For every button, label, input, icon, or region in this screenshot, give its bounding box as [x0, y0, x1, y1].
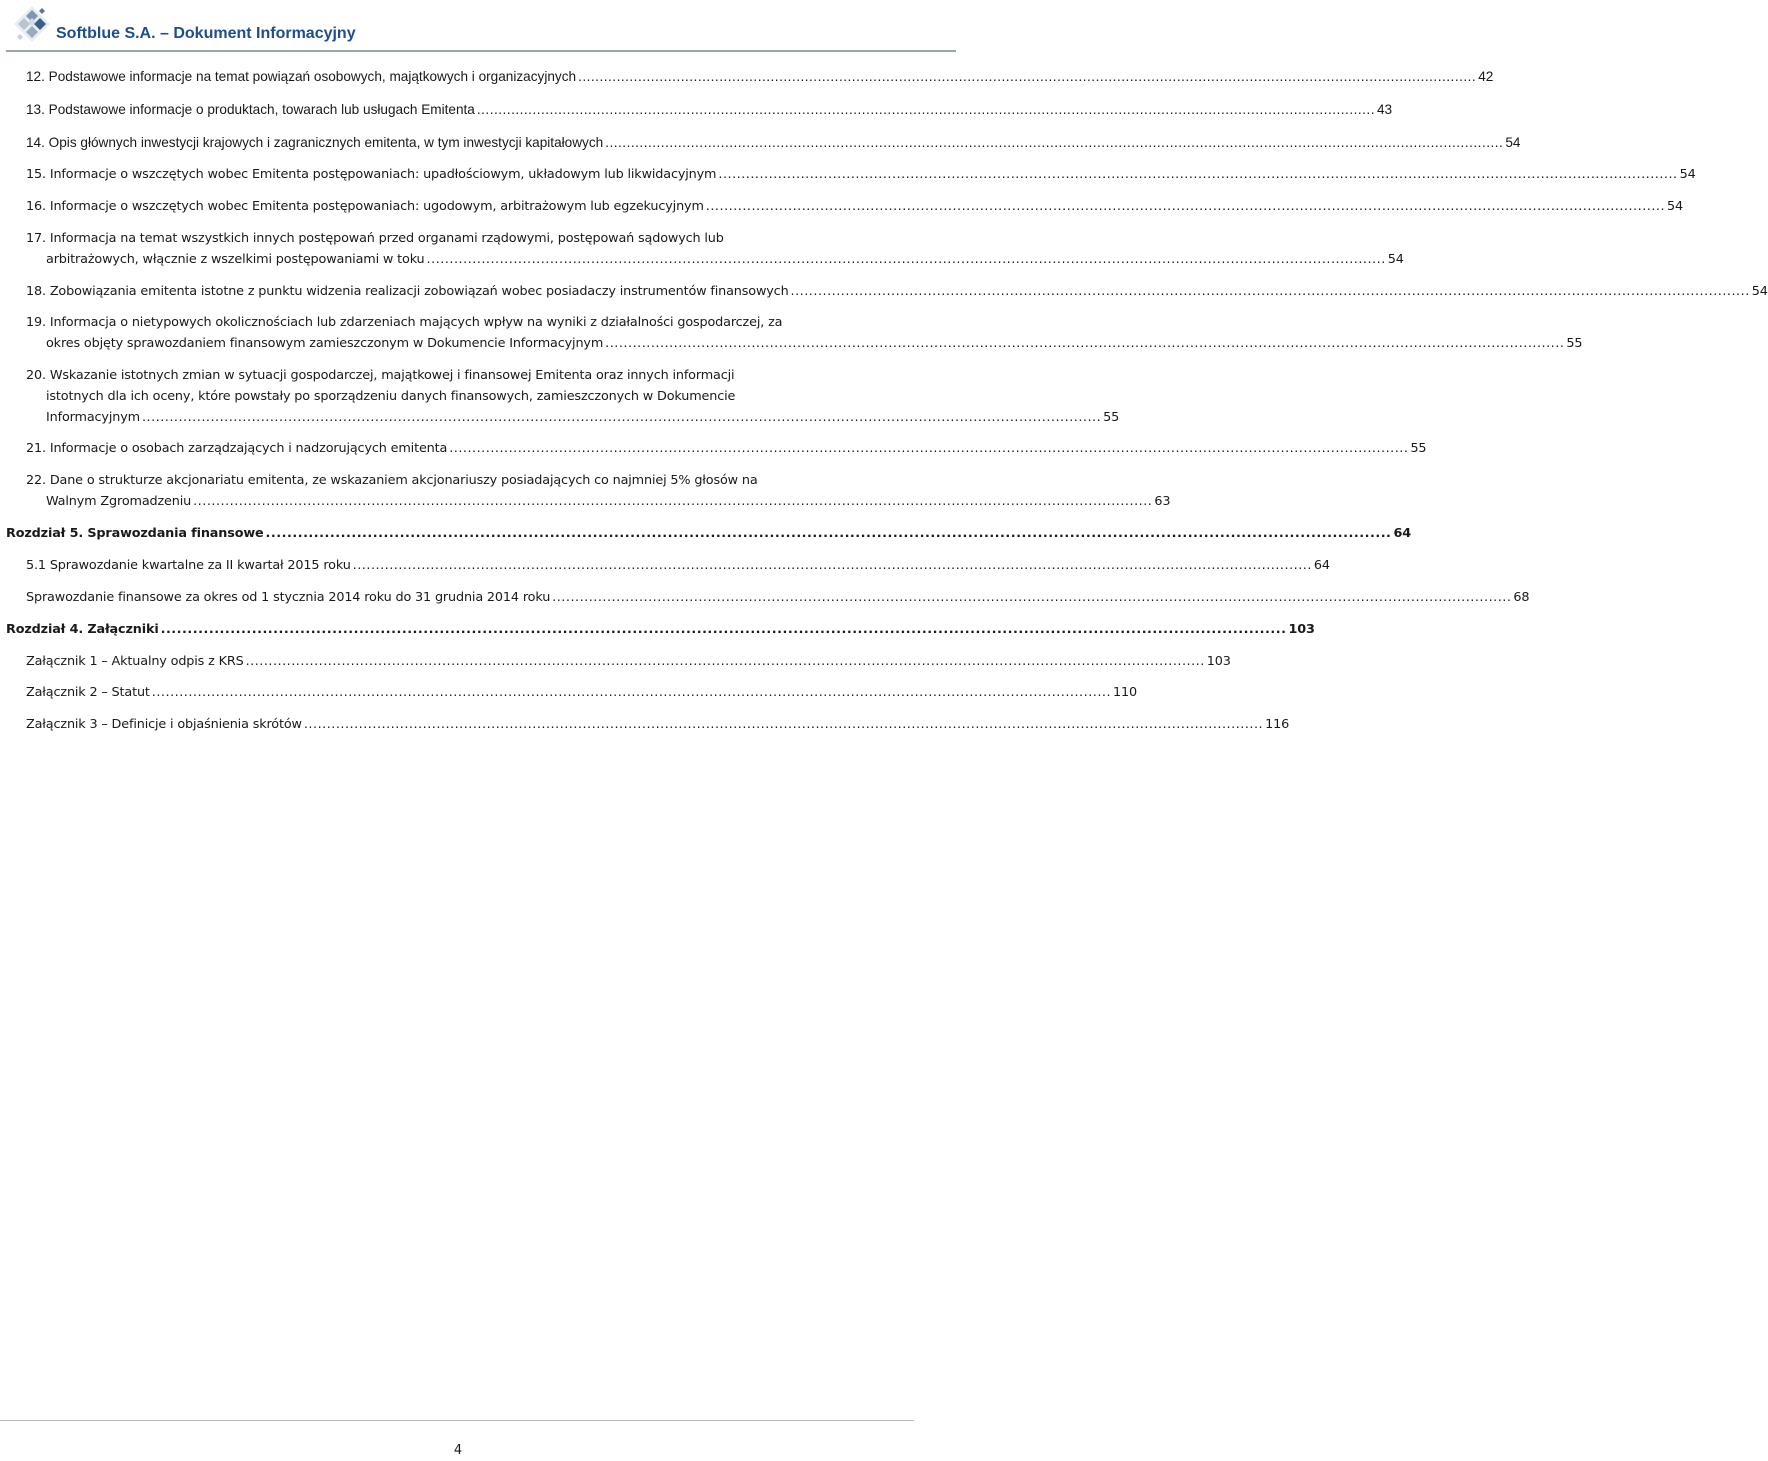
toc-entry-17-first-line: 17. Informacja na temat wszystkich innych postępowań przed organami rządowymi, postępowań sądowych lub: [26, 231, 724, 246]
toc-page-number: 103: [1206, 654, 1231, 669]
page-number: 4: [453, 1443, 463, 1458]
toc-page-number: 64: [1313, 558, 1330, 573]
dot-leader: ..................................................................................................................................................................................................................: [352, 558, 1312, 573]
toc-entry-label: 5.1 Sprawozdanie kwartalne za II kwartał 2015 roku: [26, 558, 351, 573]
toc-entry-22[interactable]: [46, 492, 1171, 512]
toc-page-number: 54: [1505, 135, 1521, 150]
toc-entry-19[interactable]: [46, 334, 1583, 354]
toc-page-number: 63: [1154, 494, 1171, 509]
dot-leader: ..................................................................................................................................................................................................................: [303, 717, 1264, 732]
toc-entry-20[interactable]: [46, 408, 1120, 428]
toc-chapter-4[interactable]: [6, 620, 1315, 640]
toc-entry-13[interactable]: [26, 100, 1393, 120]
toc-page-number: 64: [1393, 526, 1411, 541]
dot-leader: ..................................................................................................................................................................................................................: [449, 441, 1409, 456]
dot-leader: ..................................................................................................................................................................................................................: [605, 336, 1565, 351]
toc-entry-label: okres objęty sprawozdaniem finansowym zamieszczonym w Dokumencie Informacyjnym: [46, 336, 604, 351]
toc-entry-label: Sprawozdanie finansowe za okres od 1 stycznia 2014 roku do 31 grudnia 2014 roku: [26, 590, 551, 605]
toc-page-number: 54: [1387, 252, 1404, 267]
dot-leader: ..................................................................................................................................................................................................................: [265, 526, 1392, 541]
toc-entry-label: 12. Podstawowe informacje na temat powiązań osobowych, majątkowych i organizacyjnych: [26, 69, 577, 84]
dot-leader: ..................................................................................................................................................................................................................: [151, 685, 1112, 700]
dot-leader: ..................................................................................................................................................................................................................: [718, 167, 1678, 182]
toc-page-number: 54: [1751, 284, 1768, 299]
dot-leader: ..................................................................................................................................................................................................................: [141, 410, 1102, 425]
toc-entry-label: 14. Opis głównych inwestycji krajowych i zagranicznych emitenta, w tym inwestycji kapitałowych: [26, 135, 604, 150]
toc-entry-label: 21. Informacje o osobach zarządzających i nadzorujących emitenta: [26, 441, 448, 456]
dot-leader: ..................................................................................................................................................................................................................: [160, 622, 1287, 637]
toc-entry-21[interactable]: [26, 439, 1427, 459]
toc-chapter-5[interactable]: [6, 524, 1411, 544]
toc-page-number: 54: [1667, 199, 1684, 214]
toc-entry-label: Załącznik 3 – Definicje i objaśnienia skrótów: [26, 717, 302, 732]
toc-entry-16[interactable]: [26, 197, 1684, 217]
toc-page-number: 103: [1288, 622, 1315, 637]
softblue-logo-icon: [12, 4, 52, 44]
toc-entry-15[interactable]: [26, 165, 1696, 185]
toc-entry-label: 15. Informacje o wszczętych wobec Emitenta postępowaniach: upadłościowym, układowym lub likwidacyjnym: [26, 167, 717, 182]
toc-entry-label: Załącznik 2 – Statut: [26, 685, 150, 700]
dot-leader: ..................................................................................................................................................................................................................: [245, 654, 1205, 669]
toc-entry-19-first-line: 19. Informacja o nietypowych okolicznościach lub zdarzeniach mających wpływ na wyniki z działalności gospodarczej, za: [26, 315, 783, 330]
toc-entry-label: Informacyjnym: [46, 410, 140, 425]
document-header: [0, 0, 960, 52]
toc-attachment-2[interactable]: [26, 683, 1138, 703]
toc-entry-financial-statement[interactable]: [26, 588, 1530, 608]
toc-entry-18[interactable]: [26, 282, 1768, 302]
toc-entry-label: Rozdział 4. Załączniki: [6, 622, 159, 637]
toc-entry-20-second-line: istotnych dla ich oceny, które powstały po sporządzeniu danych finansowych, zamieszczonych w Dokumencie: [46, 389, 736, 404]
toc-page-number: 55: [1410, 441, 1427, 456]
header-divider: [6, 50, 956, 52]
toc-entry-5-1[interactable]: [26, 556, 1330, 576]
dot-leader: ..................................................................................................................................................................................................................: [193, 494, 1153, 509]
dot-leader: ..................................................................................................................................................................................................................: [705, 199, 1666, 214]
toc-page-number: 68: [1513, 590, 1530, 605]
toc-page-number: 54: [1679, 167, 1696, 182]
toc-entry-label: Rozdział 5. Sprawozdania finansowe: [6, 526, 264, 541]
dot-leader: ..................................................................................................................................................................................................................: [476, 102, 1375, 117]
toc-entry-label: 13. Podstawowe informacje o produktach, towarach lub usługach Emitenta: [26, 102, 475, 117]
toc-page-number: 42: [1478, 69, 1494, 84]
toc-attachment-1[interactable]: [26, 652, 1231, 672]
toc-attachment-3[interactable]: [26, 715, 1290, 735]
toc-entry-20-first-line: 20. Wskazanie istotnych zmian w sytuacji gospodarczej, majątkowej i finansowej Emitenta oraz innych informacji: [26, 368, 735, 383]
toc-entry-label: 16. Informacje o wszczętych wobec Emitenta postępowaniach: ugodowym, arbitrażowym lub egzekucyjnym: [26, 199, 704, 214]
dot-leader: ..................................................................................................................................................................................................................: [790, 284, 1750, 299]
toc-page-number: 116: [1265, 717, 1290, 732]
toc-page-number: 55: [1566, 336, 1583, 351]
dot-leader: ..................................................................................................................................................................................................................: [426, 252, 1386, 267]
toc-entry-12[interactable]: [26, 67, 1494, 87]
footer-divider: [0, 1420, 914, 1421]
dot-leader: ..................................................................................................................................................................................................................: [605, 135, 1504, 150]
toc-entry-label: Załącznik 1 – Aktualny odpis z KRS: [26, 654, 244, 669]
dot-leader: ..................................................................................................................................................................................................................: [578, 69, 1477, 84]
toc-entry-label: 18. Zobowiązania emitenta istotne z punktu widzenia realizacji zobowiązań wobec posiadaczy instrumentów finansowych: [26, 284, 789, 299]
toc-entry-17[interactable]: [46, 250, 1404, 270]
toc-entry-label: Walnym Zgromadzeniu: [46, 494, 192, 509]
toc-entry-label: arbitrażowych, włącznie z wszelkimi postępowaniami w toku: [46, 252, 425, 267]
toc-page-number: 110: [1113, 685, 1138, 700]
toc-page-number: 55: [1103, 410, 1120, 425]
document-title: Softblue S.A. – Dokument Informacyjny: [56, 25, 356, 42]
toc-entry-22-first-line: 22. Dane o strukturze akcjonariatu emitenta, ze wskazaniem akcjonariuszy posiadających co najmniej 5% głosów na: [26, 473, 758, 488]
dot-leader: ..................................................................................................................................................................................................................: [552, 590, 1512, 605]
toc-page-number: 43: [1376, 102, 1393, 117]
toc-entry-14[interactable]: [26, 133, 1521, 153]
